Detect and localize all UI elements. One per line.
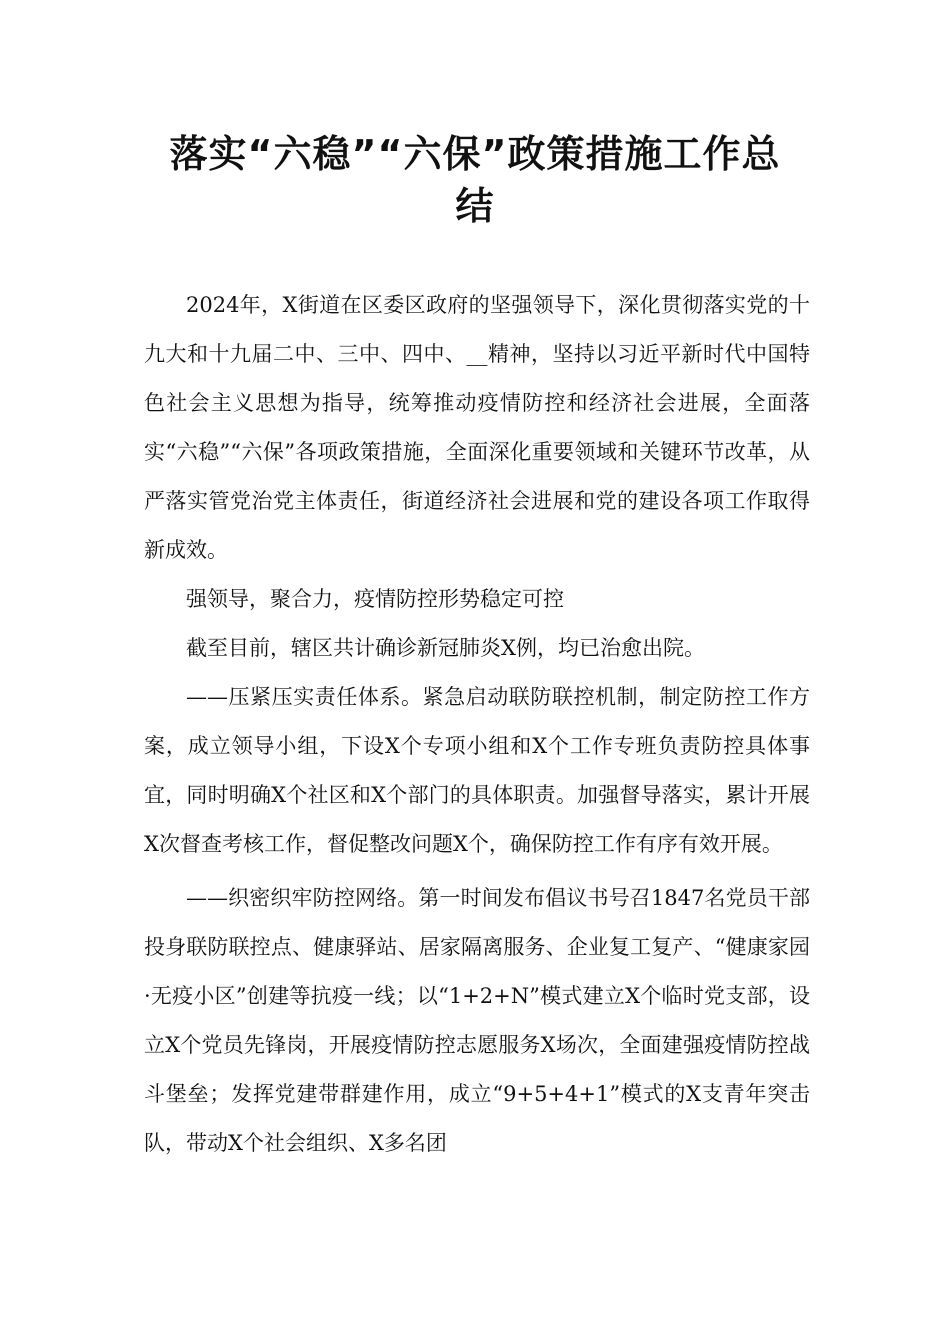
paragraph-responsibility: ——压紧压实责任体系。紧急启动联防联控机制，制定防控工作方案，成立领导小组，下设X个专项小组和X个工作专班负责防控具体事宜，同时明确X个社区和X个部门的具体职责。加强督导落实，累计开展X次督查考核工作，督促整改问题X个，确保防控工作有序有效开展。 — [144, 685, 810, 856]
title-line-2: 结 — [455, 184, 495, 228]
document-title — [130, 128, 820, 232]
document-body — [144, 281, 810, 1168]
title-line-1: 落实“六稳”“六保”政策措施工作总 — [169, 132, 781, 176]
paragraph-cases: 截至目前，辖区共计确诊新冠肺炎X例，均已治愈出院。 — [186, 636, 705, 660]
paragraph-network: ——织密织牢防控网络。第一时间发布倡议书号召1847名党员干部投身联防联控点、健康驿站、居家隔离服务、企业复工复产、“健康家园·无疫小区”创建等抗疫一线；以“1+2+N”模式建立X个临时党支部，设立X个党员先锋岗，开展疫情防控志愿服务X场次，全面建强疫情防控战斗堡垒；发挥党建带群建作用，成立“9+5+4+1”模式的X支青年突击队，带动X个社会组织、X多名团 — [144, 886, 810, 1155]
paragraph-intro: 2024年，X街道在区委区政府的坚强领导下，深化贯彻落实党的十九大和十九届二中、三中、四中、__精神，坚持以习近平新时代中国特色社会主义思想为指导，统筹推动疫情防控和经济社会进展，全面落实“六稳”“六保”各项政策措施，全面深化重要领域和关键环节改革，从严落实管党治党主体责任，街道经济社会进展和党的建设各项工作取得新成效。 — [144, 293, 810, 562]
paragraph-heading: 强领导，聚合力，疫情防控形势稳定可控 — [186, 587, 564, 611]
